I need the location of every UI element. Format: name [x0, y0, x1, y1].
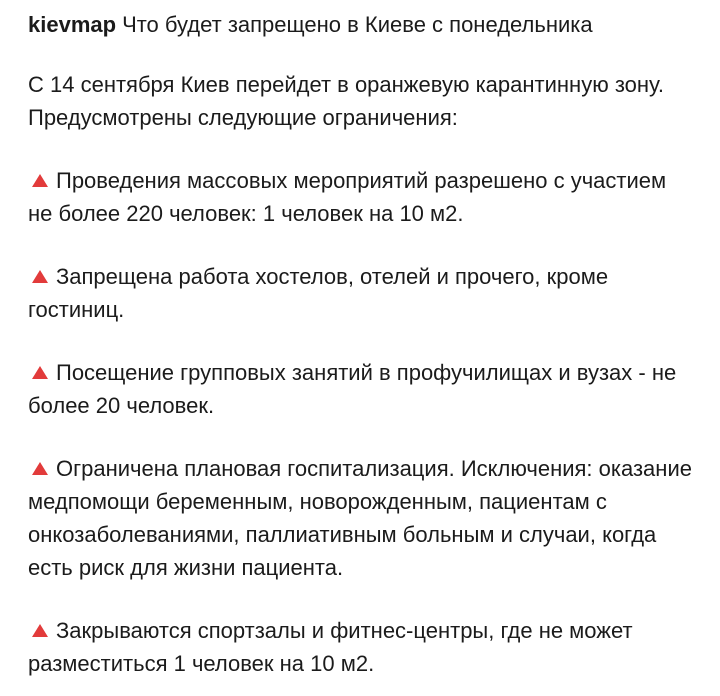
post-title: Что будет запрещено в Киеве с понедельника	[122, 12, 593, 37]
list-item-text: Закрываются спортзалы и фитнес-центры, где не может разместиться 1 человек на 10 м2.	[28, 618, 633, 676]
red-triangle-icon	[32, 624, 48, 637]
list-item	[28, 260, 696, 326]
list-item-text: Запрещена работа хостелов, отелей и прочего, кроме гостиниц.	[28, 264, 609, 322]
list-item-text: Ограничена плановая госпитализация. Исключения: оказание медпомощи беременным, новорожденным, пациентам с онкозаболеваниями, паллиативным больным и случаи, когда есть риск для жизни пациента.	[28, 456, 692, 580]
list-item	[28, 356, 696, 422]
red-triangle-icon	[32, 366, 48, 379]
list-item-text: Проведения массовых мероприятий разрешено с участием не более 220 человек: 1 человек на 10 м2.	[28, 168, 667, 226]
list-item	[28, 164, 696, 230]
red-triangle-icon	[32, 462, 48, 475]
list-item	[28, 614, 696, 680]
post-header	[28, 10, 696, 40]
list-item-text: Посещение групповых занятий в профучилищах и вузах - не более 20 человек.	[28, 360, 677, 418]
red-triangle-icon	[32, 270, 48, 283]
author-name[interactable]: kievmap	[28, 12, 117, 37]
intro-paragraph: С 14 сентября Киев перейдет в оранжевую карантинную зону. Предусмотрены следующие ограничения:	[28, 72, 664, 130]
red-triangle-icon	[32, 174, 48, 187]
list-item	[28, 452, 696, 584]
